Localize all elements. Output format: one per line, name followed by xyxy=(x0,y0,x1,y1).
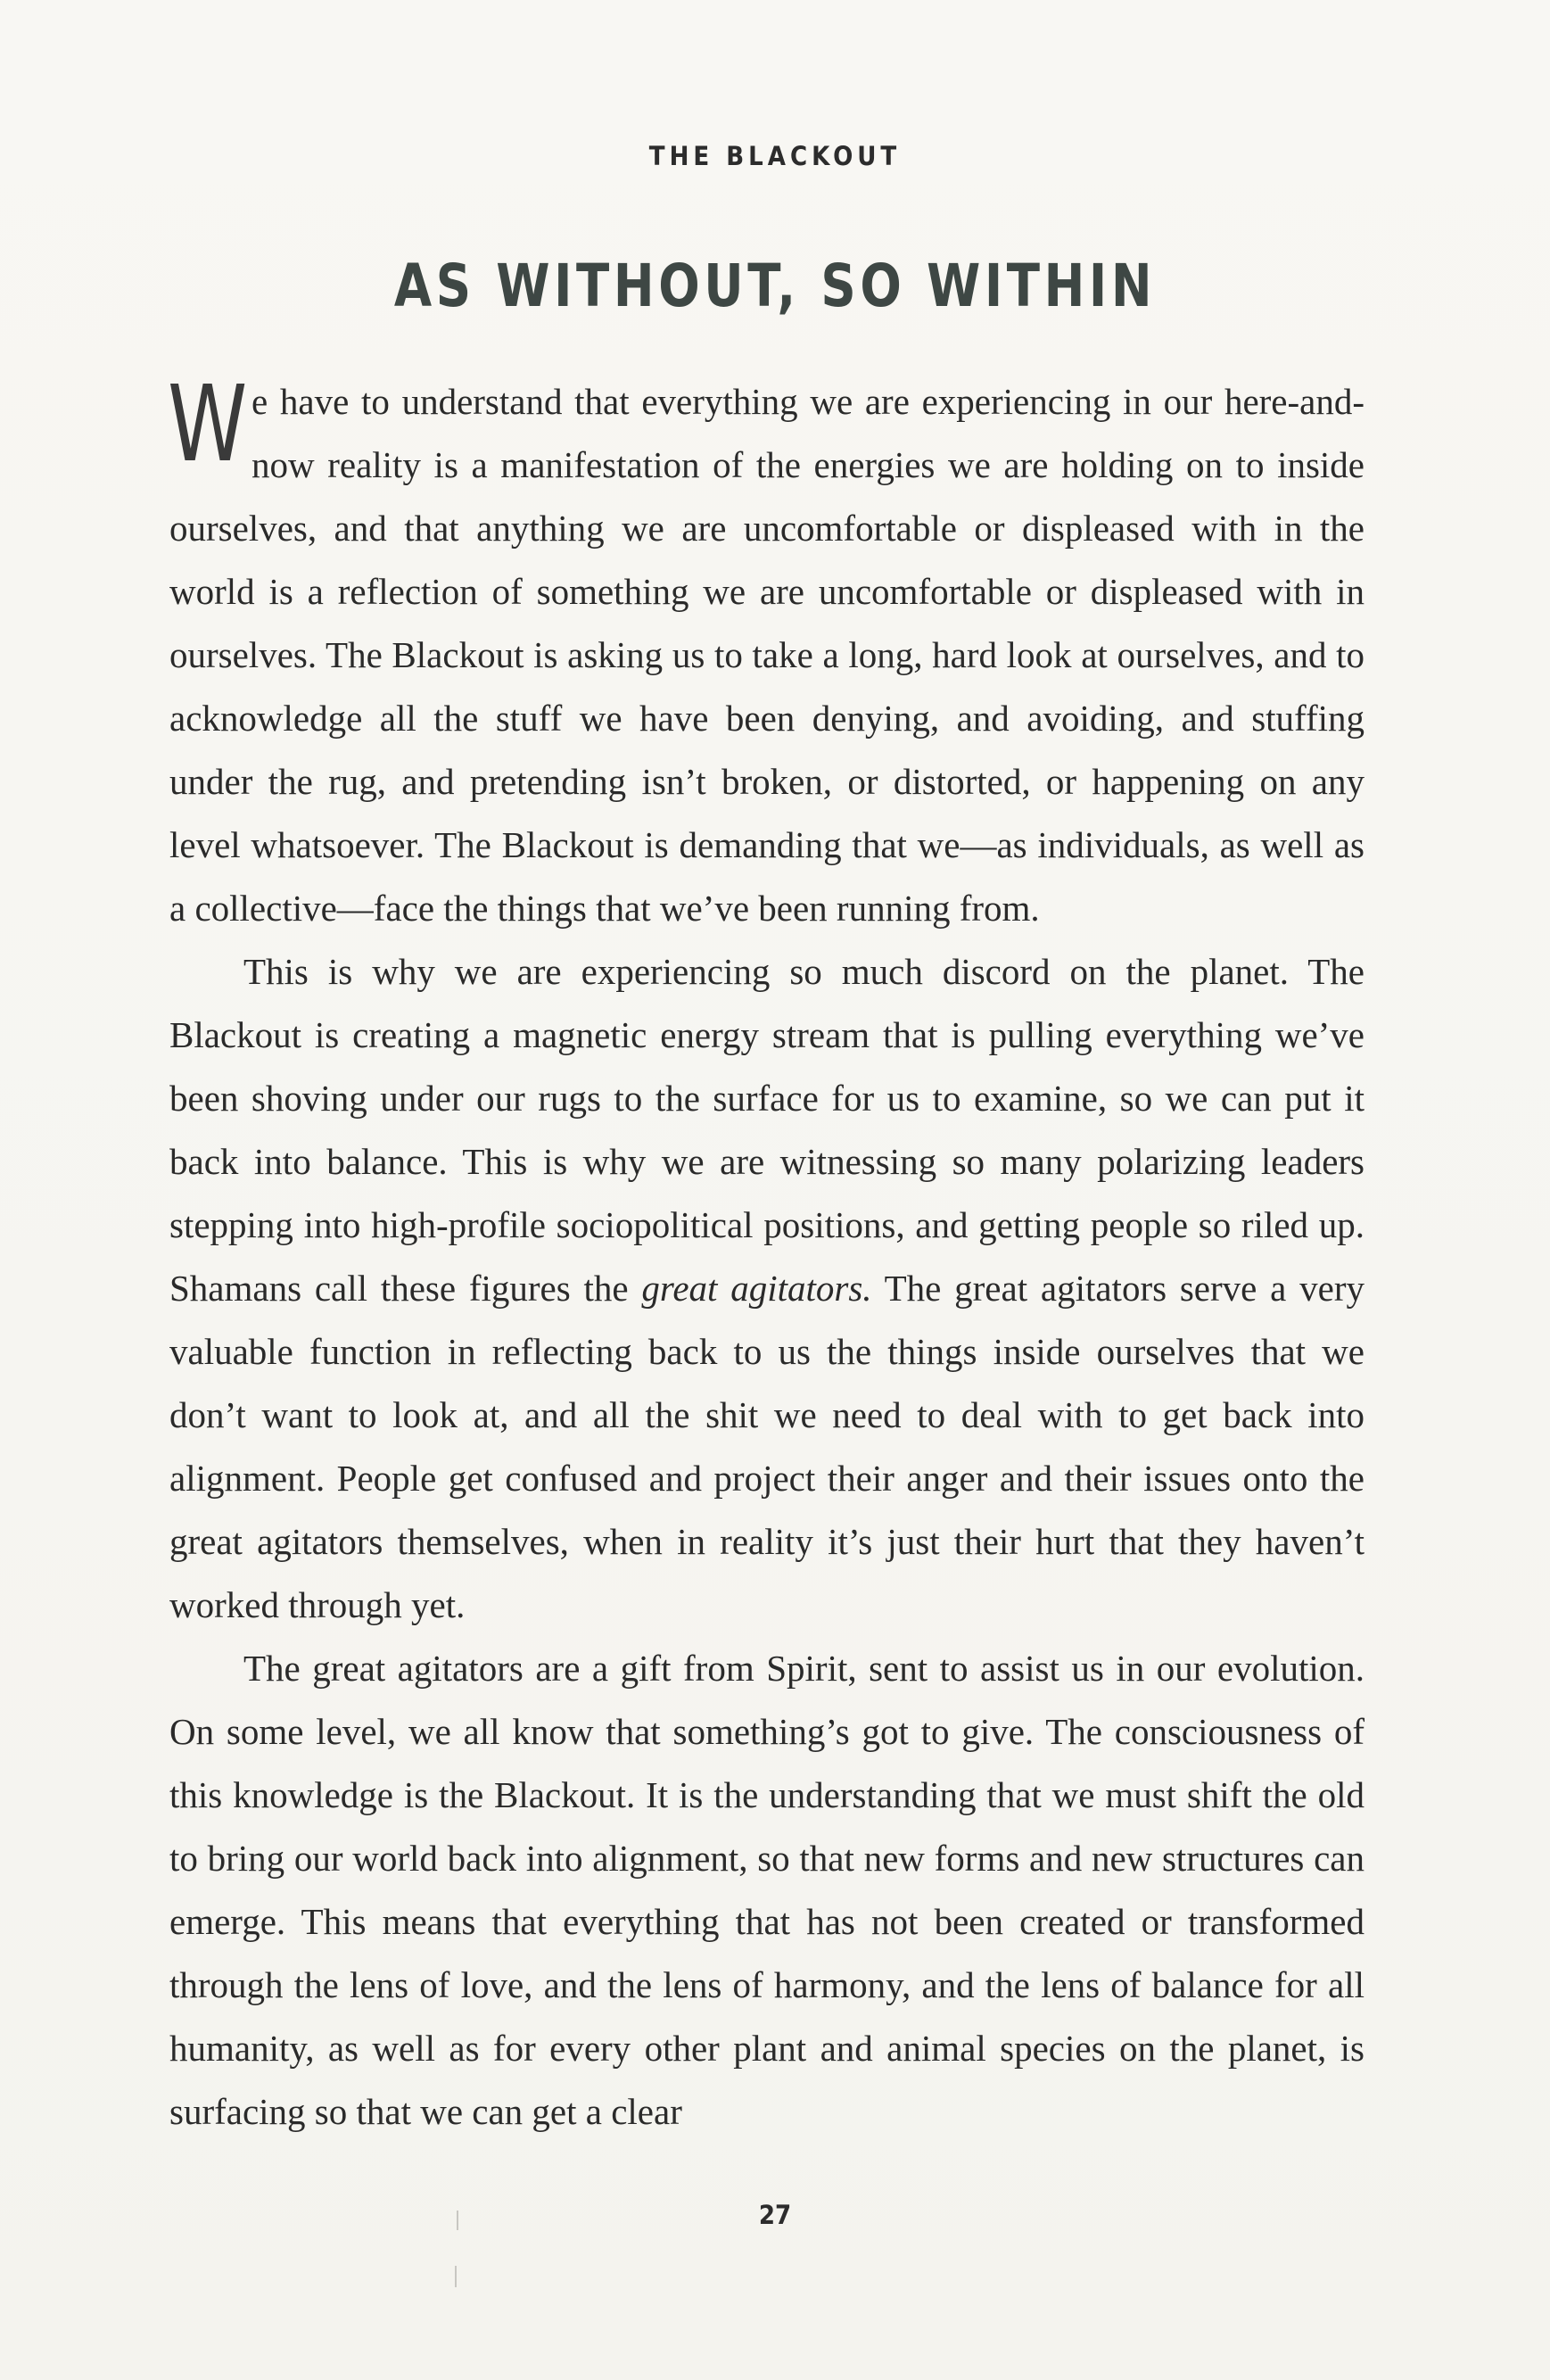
chapter-title: AS WITHOUT, SO WITHIN xyxy=(393,252,1157,320)
running-head: THE BLACKOUT xyxy=(648,141,902,171)
drop-cap: W xyxy=(168,362,248,485)
paragraph-2-text-a: This is why we are experiencing so much discord on the planet. The Blackout is creating a magnetic energy stream that is pulling everything we’ve been shoving under our rugs to the surface for us to examine, so we can put it back into balance. This is why we are witnessing so many polarizing leaders stepping into high-profile sociopolitical positions, and getting people so riled up. Shamans call these figures the xyxy=(169,951,1364,1309)
paragraph-1 xyxy=(168,362,1364,940)
paragraph-1-text: e have to understand that everything we are experiencing in our here-and-now reality is a manifestation of the energies we are holding on to inside ourselves, and that anything we are uncomfortable or displeased with in the world is a reflection of something we are uncomfortable or displeased with in ourselves. The Blackout is asking us to take a long, hard look at ourselves, and to acknowledge all the stuff we have been denying, and avoiding, and stuffing under the rug, and pretending isn’t broken, or distorted, or happening on any level whatsoever. The Blackout is demanding that we—as individuals, as well as a collective—face the things that we’ve been running from. xyxy=(169,381,1364,929)
paragraph-3: The great agitators are a gift from Spirit, sent to assist us in our evolution. On some level, we all know that something’s got to give. The consciousness of this knowledge is the Blackout. It is the understanding that we must shift the old to bring our world back into alignment, so that new forms and new structures can emerge. This means that everything that has not been created or transformed through the lens of love, and the lens of harmony, and the lens of balance for all humanity, as well as for every other plant and animal species on the planet, is surfacing so that we can get a clear xyxy=(169,1648,1364,2132)
paragraph-2-text-b: The great agitators serve a very valuable function in reflecting back to us the things inside ourselves that we don’t want to look at, and all the shit we need to deal with to get back into alignment. People get confused and project their anger and their issues onto the great agitators themselves, when in reality it’s just their hurt that they haven’t worked through yet. xyxy=(169,1268,1364,1625)
body-text xyxy=(168,362,1364,2144)
italic-term: great agitators. xyxy=(641,1268,872,1309)
paragraph-2 xyxy=(169,940,1364,1637)
page-number: 27 xyxy=(758,2200,792,2230)
scan-mark xyxy=(455,2266,457,2287)
